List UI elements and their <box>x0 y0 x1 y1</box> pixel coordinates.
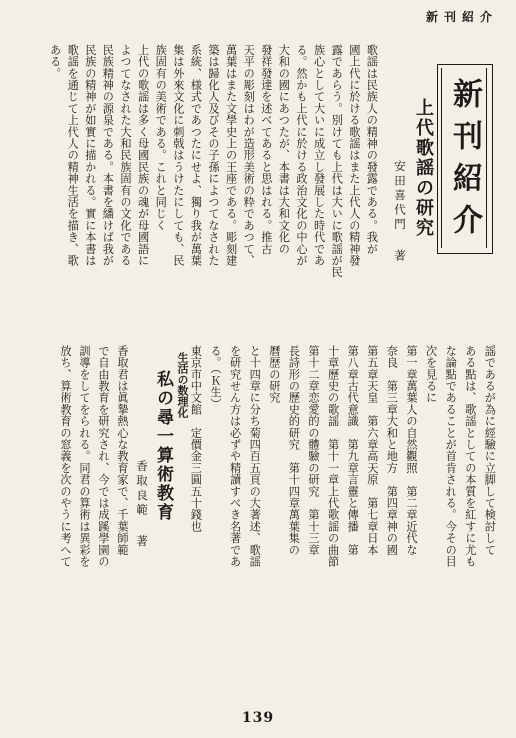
review2-book-title: 私の尋一算術教育 <box>153 370 173 522</box>
review1-line: ある。 <box>48 44 62 80</box>
review1-line: を研究せん方は必ずや精讀すべき名著であ <box>228 345 242 568</box>
review1-line: る。然かも上代に於ける政治文化の中心が <box>295 44 308 267</box>
review1-line: 歌謡を通じて上代人の精神生活を描き、歌 <box>66 44 80 267</box>
review2-line: 香取君は眞摯熱心な教育家で、千葉師範 <box>116 345 129 556</box>
review1-line: る。（Ｋ生） <box>209 345 222 410</box>
review2-columns <box>8 345 134 690</box>
review1-line: 天平の彫刻はわが造形美術の粋であつて、 <box>242 44 256 267</box>
review1-line: 奈良 第三章大和と地方 第四章神の國 <box>385 345 399 556</box>
review1-line: 民族精神の源泉である。本書を繙けば我が <box>101 44 115 267</box>
review1-line: 東京市中文館 定價金三圓五十錢也 <box>189 345 203 533</box>
review1-line: 第一章萬葉人の自然觀照 第二章近代な <box>405 345 418 556</box>
review1-line: 謡であるが為に經驗に立脚して検討して <box>483 345 497 556</box>
title-box-inner-rule <box>441 68 442 248</box>
review2-line: 放ち、算術教育の窓義を次のやうに考へて <box>59 345 72 568</box>
section-title: 新刊紹介 <box>447 78 482 246</box>
review1-line: 歌謡は民族人の精神の發露である。我が <box>365 44 379 255</box>
review1-line: 萬葉はまた文學史上の王座である。彫刻建 <box>224 44 238 267</box>
review1-line: 築は歸化人及びその子孫によつてなされた <box>207 44 220 267</box>
review1-line: 發祥發達を述べてあると思はれる。推古 <box>259 44 273 255</box>
review1-line: ある點は、歌謡としての本質を紅すに尤も <box>463 345 477 568</box>
review1-line: 第十二章恋愛的の體驗の研究 第十三章 <box>307 345 320 556</box>
review1-line: 國上代に於ける歌謡はまた上代人の精神發 <box>347 44 361 267</box>
review1-line: 上代の歌謡は多く母國民族の魂が母國語に <box>136 44 150 267</box>
review1-line: 長詩形の歷史的研究 第十四章萬葉集の <box>287 345 301 556</box>
review1-line: 大和の國にあつたが、本書は大和文化の <box>277 44 291 255</box>
review2-subtitle: 生活の数理化 <box>176 352 189 418</box>
review1-line: 集は外來文化に刺戟はうけたにしても、民 <box>171 44 185 267</box>
review1-line: 族心として大いに成立し發展した時代であ <box>312 44 326 267</box>
review1-line: 曆歴の研究 <box>267 345 281 404</box>
review1-upper-columns <box>42 44 382 326</box>
running-header: 新刊紹介 <box>425 10 498 24</box>
review1-line: と十四章に分ち菊四百五頁の大著述、歌謡 <box>248 345 262 568</box>
review1-line: 第五章天皇 第六章高天原 第七章日本 <box>365 345 379 556</box>
review1-line: 露であらう。別けても上代は大いに歌謡が民 <box>330 44 344 278</box>
page-number: 139 <box>241 710 275 726</box>
review1-line: 族固有の美術である。これと同じく <box>154 44 168 232</box>
title-box-inner-rule-right <box>486 68 487 248</box>
review1-line: な論點であることが首肯される。今その目 <box>444 345 458 568</box>
review2-author: 香取良範 著 <box>135 460 149 550</box>
review1-line: 次を見るに <box>424 345 438 404</box>
review2-line: で自由教育を研究され、今では成蹊學園の <box>97 345 110 568</box>
review1-line: 第八章古代意識 第九章言靈と傳播 第 <box>346 345 360 556</box>
review1-book-title: 上代歌謡の研究 <box>413 98 434 238</box>
review1-line: 民族の精神が如實に描かれる。實に本書は <box>83 44 97 267</box>
review1-author: 安田喜代門 著 <box>393 160 407 264</box>
review2-line: 訓導をしてをられる。同君の算術は異彩を <box>78 345 91 568</box>
review1-lower-columns <box>162 345 502 690</box>
review1-line: 系統、様式であつたにせよ、獨り我が萬葉 <box>189 44 203 267</box>
review1-line: よつてなされた大和民族固有の文化である <box>119 44 132 267</box>
review1-line: 十章歷史の歌謡 第十一章上代歌謡の曲節 <box>326 345 340 568</box>
